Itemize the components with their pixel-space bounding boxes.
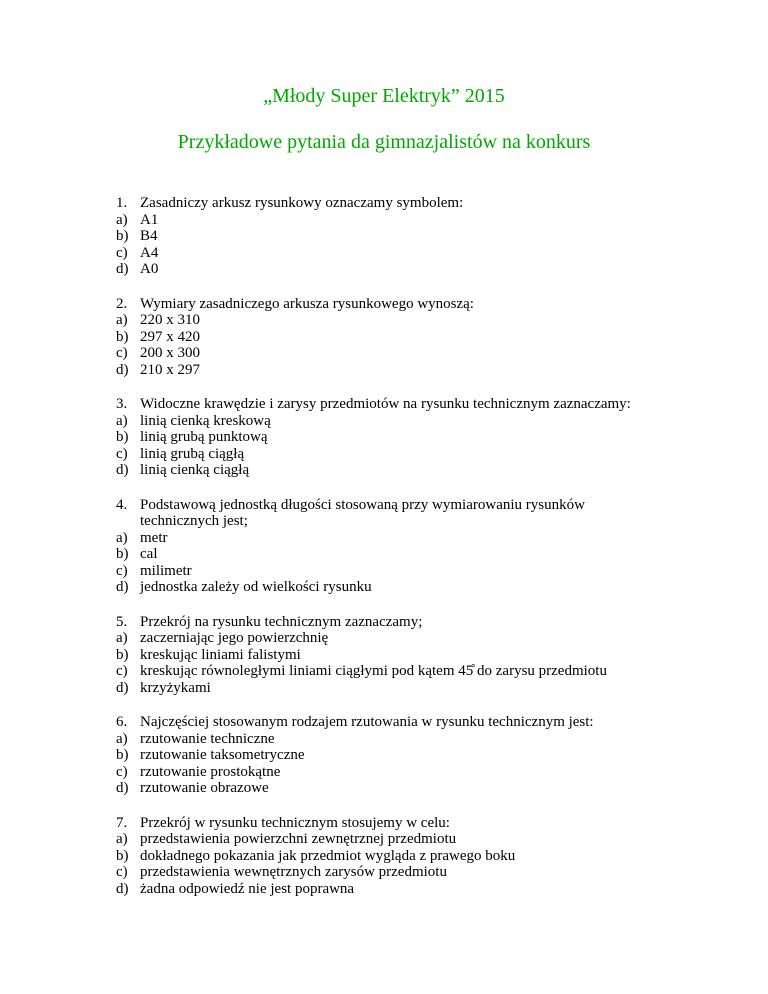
question-text: Wymiary zasadniczego arkusza rysunkowego wynoszą: (140, 295, 474, 312)
question-number: 7. (116, 814, 128, 831)
question-line (116, 815, 736, 832)
option-letter: c) (116, 763, 128, 780)
option-text: linią grubą ciągłą (140, 445, 245, 462)
option-text: A0 (140, 261, 159, 277)
question-text: Widoczne krawędzie i zarysy przedmiotów na rysunku technicznym zaznaczamy: (140, 396, 631, 412)
question-line (116, 714, 736, 731)
option-text: 297 x 420 (140, 328, 200, 345)
option-text: A1 (140, 211, 159, 228)
question-text: Podstawową jednostką długości stosowaną przy wymiarowaniu rysunków (140, 496, 585, 513)
option-letter: d) (116, 579, 129, 595)
answer-option (116, 329, 736, 346)
option-letter: c) (116, 445, 128, 462)
option-letter: c) (116, 562, 128, 579)
option-letter: a) (116, 630, 128, 646)
option-letter: a) (116, 529, 128, 546)
option-text: linią cienką kreskową (140, 412, 271, 429)
question-number: 3. (116, 396, 128, 412)
option-text: rzutowanie techniczne (140, 730, 275, 747)
option-letter: c) (116, 244, 128, 261)
option-text: zaczerniając jego powierzchnię (140, 630, 329, 646)
answer-option (116, 413, 736, 430)
option-letter: b) (116, 646, 129, 663)
question-text: Przekrój w rysunku technicznym stosujemy w celu: (140, 814, 450, 831)
answer-option (116, 530, 736, 547)
question-4 (116, 497, 736, 596)
answer-option (116, 546, 736, 563)
option-letter: a) (116, 730, 128, 747)
document-title: „Młody Super Elektryk” 2015 (263, 85, 505, 107)
answer-option (116, 212, 736, 229)
question-line (116, 513, 736, 530)
question-text: Przekrój na rysunku technicznym zaznaczamy; (140, 613, 423, 630)
question-number: 1. (116, 195, 128, 211)
option-text: jednostka zależy od wielkości rysunku (140, 579, 372, 595)
question-line (116, 396, 736, 413)
option-text: rzutowanie obrazowe (140, 780, 269, 796)
option-text: rzutowanie taksometryczne (140, 747, 305, 763)
answer-option (116, 647, 736, 664)
answer-option (116, 245, 736, 262)
answer-option (116, 362, 736, 379)
answer-option (116, 312, 736, 329)
document-subtitle: Przykładowe pytania da gimnazjalistów na konkurs (177, 131, 591, 153)
question-6 (116, 714, 736, 797)
question-number: 5. (116, 613, 128, 630)
answer-option (116, 848, 736, 865)
option-text: 220 x 310 (140, 312, 200, 328)
option-letter: b) (116, 228, 129, 244)
option-letter: d) (116, 880, 129, 897)
option-text: przedstawienia powierzchni zewnętrznej przedmiotu (140, 831, 457, 847)
answer-option (116, 345, 736, 362)
option-text: rzutowanie prostokątne (140, 763, 281, 780)
answer-option (116, 630, 736, 647)
option-letter: c) (116, 864, 128, 880)
question-number: 6. (116, 714, 128, 730)
option-letter: d) (116, 679, 129, 696)
answer-option (116, 446, 736, 463)
question-line (116, 497, 736, 514)
question-list (116, 195, 736, 915)
option-letter: b) (116, 328, 129, 345)
question-text: Zasadniczy arkusz rysunkowy oznaczamy symbolem: (140, 195, 464, 211)
question-number: 4. (116, 496, 128, 513)
option-text: B4 (140, 228, 158, 244)
answer-option (116, 747, 736, 764)
question-text: Najczęściej stosowanym rodzajem rzutowania w rysunku technicznym jest: (140, 714, 594, 730)
option-letter: a) (116, 831, 128, 847)
answer-option (116, 731, 736, 748)
option-text: przedstawienia wewnętrznych zarysów przedmiotu (140, 864, 447, 880)
option-letter: a) (116, 211, 128, 228)
answer-option (116, 579, 736, 596)
option-text: kreskując równoległymi liniami ciągłymi pod kątem 45̊ do zarysu przedmiotu (140, 663, 607, 679)
option-text: A4 (140, 244, 159, 261)
option-letter: d) (116, 780, 129, 796)
question-text: technicznych jest; (140, 513, 248, 529)
answer-option (116, 462, 736, 479)
option-text: kreskując liniami falistymi (140, 646, 301, 663)
option-letter: d) (116, 361, 129, 378)
option-letter: a) (116, 312, 128, 328)
option-letter: c) (116, 663, 128, 679)
option-text: 200 x 300 (140, 345, 200, 361)
question-7 (116, 815, 736, 898)
answer-option (116, 261, 736, 278)
option-text: cal (140, 546, 158, 562)
question-line (116, 195, 736, 212)
answer-option (116, 780, 736, 797)
question-line (116, 296, 736, 313)
option-letter: b) (116, 747, 129, 763)
option-letter: d) (116, 261, 129, 277)
answer-option (116, 228, 736, 245)
option-letter: d) (116, 462, 129, 478)
option-text: linią cienką ciągłą (140, 462, 250, 478)
question-2 (116, 296, 736, 379)
option-letter: b) (116, 429, 129, 445)
option-text: milimetr (140, 562, 192, 579)
option-letter: c) (116, 345, 128, 361)
option-letter: b) (116, 546, 129, 562)
question-3 (116, 396, 736, 479)
answer-option (116, 831, 736, 848)
indent (116, 513, 140, 530)
answer-option (116, 563, 736, 580)
question-1 (116, 195, 736, 278)
question-line (116, 614, 736, 631)
answer-option (116, 764, 736, 781)
answer-option (116, 864, 736, 881)
option-text: dokładnego pokazania jak przedmiot wygląda z prawego boku (140, 847, 516, 864)
option-letter: b) (116, 847, 129, 864)
question-number: 2. (116, 295, 128, 312)
answer-option (116, 881, 736, 898)
option-text: metr (140, 529, 168, 546)
question-5 (116, 614, 736, 697)
option-text: żadna odpowiedź nie jest poprawna (140, 880, 355, 897)
answer-option (116, 663, 736, 680)
option-text: linią grubą punktową (140, 429, 268, 445)
option-letter: a) (116, 412, 128, 429)
answer-option (116, 680, 736, 697)
option-text: 210 x 297 (140, 361, 200, 378)
option-text: krzyżykami (140, 679, 211, 696)
answer-option (116, 429, 736, 446)
